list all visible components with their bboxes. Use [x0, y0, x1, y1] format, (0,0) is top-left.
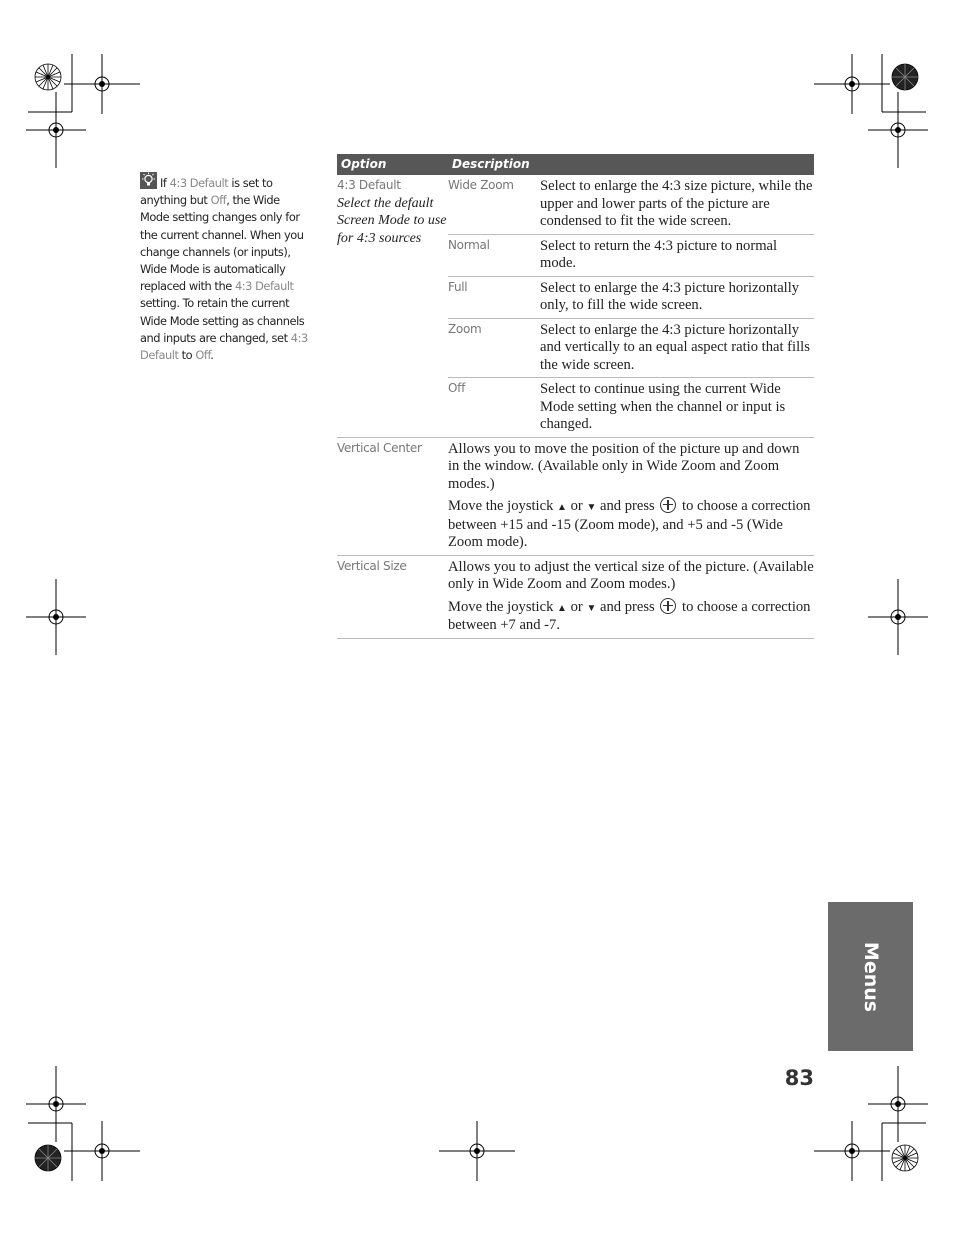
- sub-row: [448, 175, 814, 235]
- table-row: [337, 438, 814, 556]
- sub-option-description: Select to enlarge the 4:3 picture horizontally only, to fill the wide screen.: [540, 279, 800, 313]
- sub-row: [448, 378, 814, 437]
- sub-option-description: Select to continue using the current Wide Mode setting when the channel or input is changed.: [540, 381, 786, 432]
- table-row: [337, 556, 814, 639]
- column-header-option: Option: [341, 157, 387, 171]
- tip-note: If 4:3 Default is set to anything but Off, the Wide Mode setting changes only for the current channel. When you change channels (or inputs), Wide Mode is automatically replaced with the 4:3 Default setting. To retain the current Wide Mode setting as channels and inputs are changed, set 4:3 Default to Off.: [140, 172, 312, 364]
- sub-option-name: Wide Zoom: [448, 178, 514, 192]
- tip-setting-value: Off: [210, 193, 227, 208]
- arrow-down-icon: ▼: [586, 502, 597, 513]
- arrow-up-icon: ▲: [557, 602, 567, 614]
- option-name: Vertical Size: [337, 558, 407, 573]
- option-name: 4:3 Default: [337, 178, 401, 192]
- option-cell: [337, 177, 447, 247]
- tip-setting-name: 4:3 Default: [234, 279, 294, 294]
- section-tab-label: Menus: [859, 941, 882, 1012]
- table-header: [337, 154, 814, 175]
- sub-option-name: Zoom: [448, 321, 482, 336]
- sub-row: [448, 277, 814, 319]
- sub-option-name: Off: [448, 381, 465, 395]
- section-tab: [828, 902, 913, 1051]
- column-header-description: Description: [452, 157, 530, 171]
- sub-option-description: Select to enlarge the 4:3 picture horizontally and vertically to an equal aspect ratio that fills the wide screen.: [540, 321, 810, 373]
- table-row: [337, 175, 814, 438]
- tip-setting-name: 4:3 Default: [169, 176, 229, 190]
- option-name: Vertical Center: [337, 440, 422, 455]
- sub-option-description: Select to enlarge the 4:3 size picture, while the upper and lower parts of the picture are condensed to fit the wide screen.: [540, 178, 813, 229]
- sub-option-name: Normal: [448, 237, 490, 252]
- tip-setting-name: 4:3 Default: [140, 330, 308, 363]
- option-description: Allows you to adjust the vertical size of the picture. (Available only in Wide Zoom and Zoom modes.) Move the joystick ▲ or ▼ and press to choose a correction between +7 and -7.: [448, 558, 814, 633]
- option-note: Select the default Screen Mode to use for 4:3 sources: [337, 195, 447, 246]
- tip-setting-value: Off: [195, 348, 211, 363]
- arrow-down-icon: ▼: [586, 602, 597, 614]
- joystick-icon: [660, 497, 676, 513]
- option-description: Allows you to move the position of the picture up and down in the window. (Available only in Wide Zoom and Zoom modes.) Move the joystick ▲ or ▼ and press to choose a correction between +15 and -15 (Zoom mode), and +5 and -5 (Wide Zoom mode).: [448, 440, 811, 550]
- arrow-up-icon: ▲: [557, 502, 567, 513]
- sub-row: [448, 319, 814, 379]
- sub-row: [448, 235, 814, 277]
- joystick-icon: [660, 598, 676, 614]
- sub-option-description: Select to return the 4:3 picture to normal mode.: [540, 237, 778, 271]
- sub-option-name: Full: [448, 279, 468, 294]
- lightbulb-icon: [140, 172, 157, 189]
- page-number: 83: [784, 1066, 814, 1090]
- options-table: [337, 154, 814, 639]
